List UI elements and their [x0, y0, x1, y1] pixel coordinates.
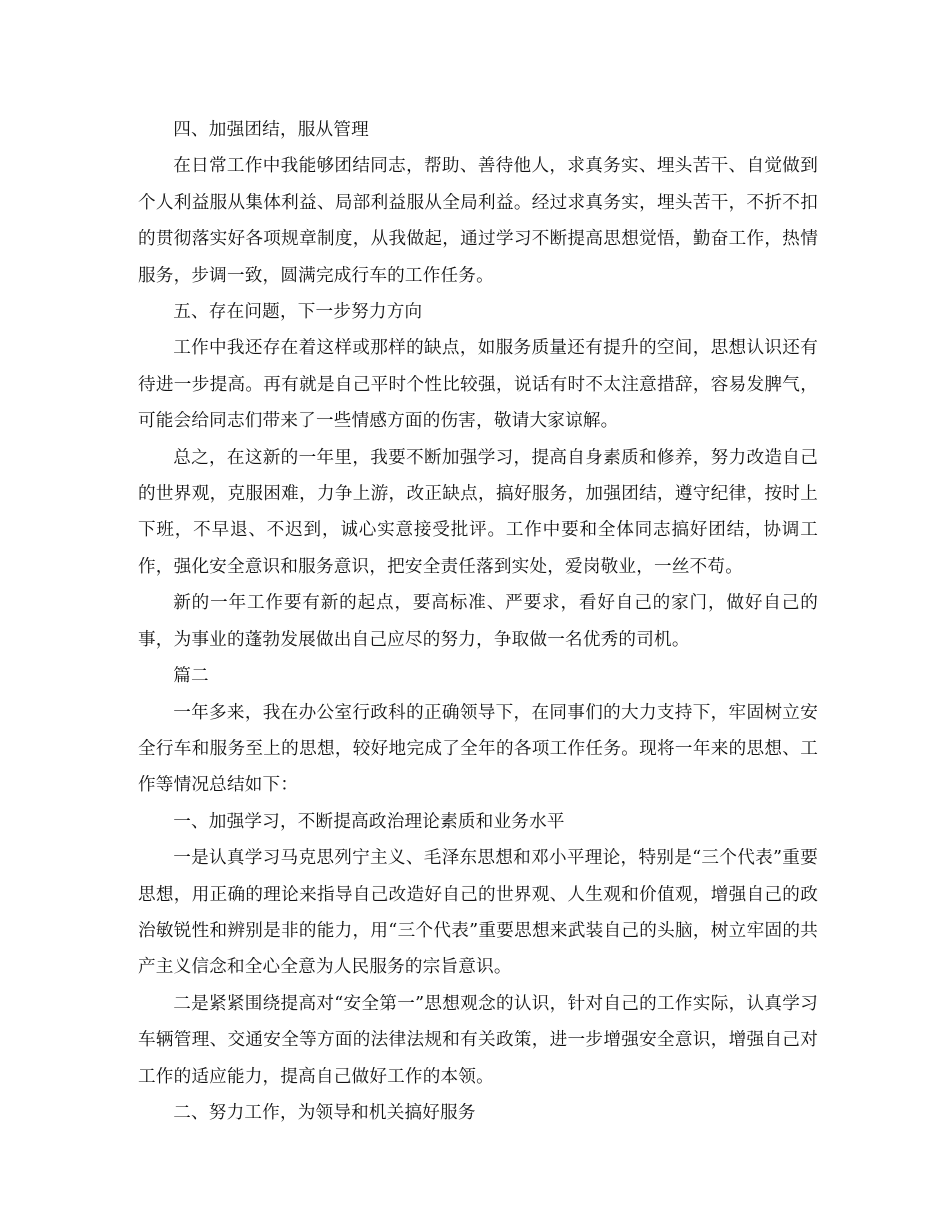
section-heading-problems: 五、存在问题，下一步努力方向: [173, 302, 423, 323]
section-heading-unity: 四、加强团结，服从管理: [173, 120, 369, 140]
section-heading-service: 二、努力工作，为领导和机关搞好服务: [173, 1102, 476, 1123]
paragraph-study-safety: 二是紧紧围绕提高对“安全第一”思想观念的认识，针对自己的工作实际，认真学习车辆管理、交通安全等方面的法律法规和有关政策，进一步增强安全意识，增强自己对工作的适应能力，提高自己做好工作的本领。: [138, 993, 818, 1087]
part-two-heading: 篇二: [173, 666, 209, 687]
paragraph-summary: 总之，在这新的一年里，我要不断加强学习，提高自身素质和修养，努力改造自己的世界观，克服困难，力争上游，改正缺点，搞好服务，加强团结，遵守纪律，按时上下班，不早退、不迟到，诚心实意接受批评。工作中要和全体同志搞好团结，协调工作，强化安全意识和服务意识，把安全责任落到实处，爱岗敬业，一丝不苟。: [138, 447, 818, 577]
document-body: [138, 112, 818, 1131]
paragraph-shortcomings: 工作中我还存在着这样或那样的缺点，如服务质量还有提升的空间，思想认识还有待进一步提高。再有就是自己平时个性比较强，说话有时不太注意措辞，容易发脾气，可能会给同志们带来了一些情感方面的伤害，敬请大家谅解。: [138, 338, 818, 432]
paragraph-intro: 一年多来，我在办公室行政科的正确领导下，在同事们的大力支持下，牢固树立安全行车和服务至上的思想，较好地完成了全年的各项工作任务。现将一年来的思想、工作等情况总结如下：: [138, 702, 818, 796]
paragraph-study-theory: 一是认真学习马克思列宁主义、毛泽东思想和邓小平理论，特别是“三个代表”重要思想，用正确的理论来指导自己改造好自己的世界观、人生观和价值观，增强自己的政治敏锐性和辨别是非的能力，用“三个代表”重要思想来武装自己的头脑，树立牢固的共产主义信念和全心全意为人民服务的宗旨意识。: [138, 848, 818, 978]
paragraph-new-year: 新的一年工作要有新的起点，要高标准、严要求，看好自己的家门，做好自己的事，为事业的蓬勃发展做出自己应尽的努力，争取做一名优秀的司机。: [138, 593, 818, 650]
section-heading-study: 一、加强学习，不断提高政治理论素质和业务水平: [173, 811, 565, 832]
paragraph-unity: 在日常工作中我能够团结同志，帮助、善待他人，求真务实、埋头苦干、自觉做到个人利益服从集体利益、局部利益服从全局利益。经过求真务实，埋头苦干，不折不扣的贯彻落实好各项规章制度，从我做起，通过学习不断提高思想觉悟，勤奋工作，热情服务，步调一致，圆满完成行车的工作任务。: [138, 156, 818, 286]
